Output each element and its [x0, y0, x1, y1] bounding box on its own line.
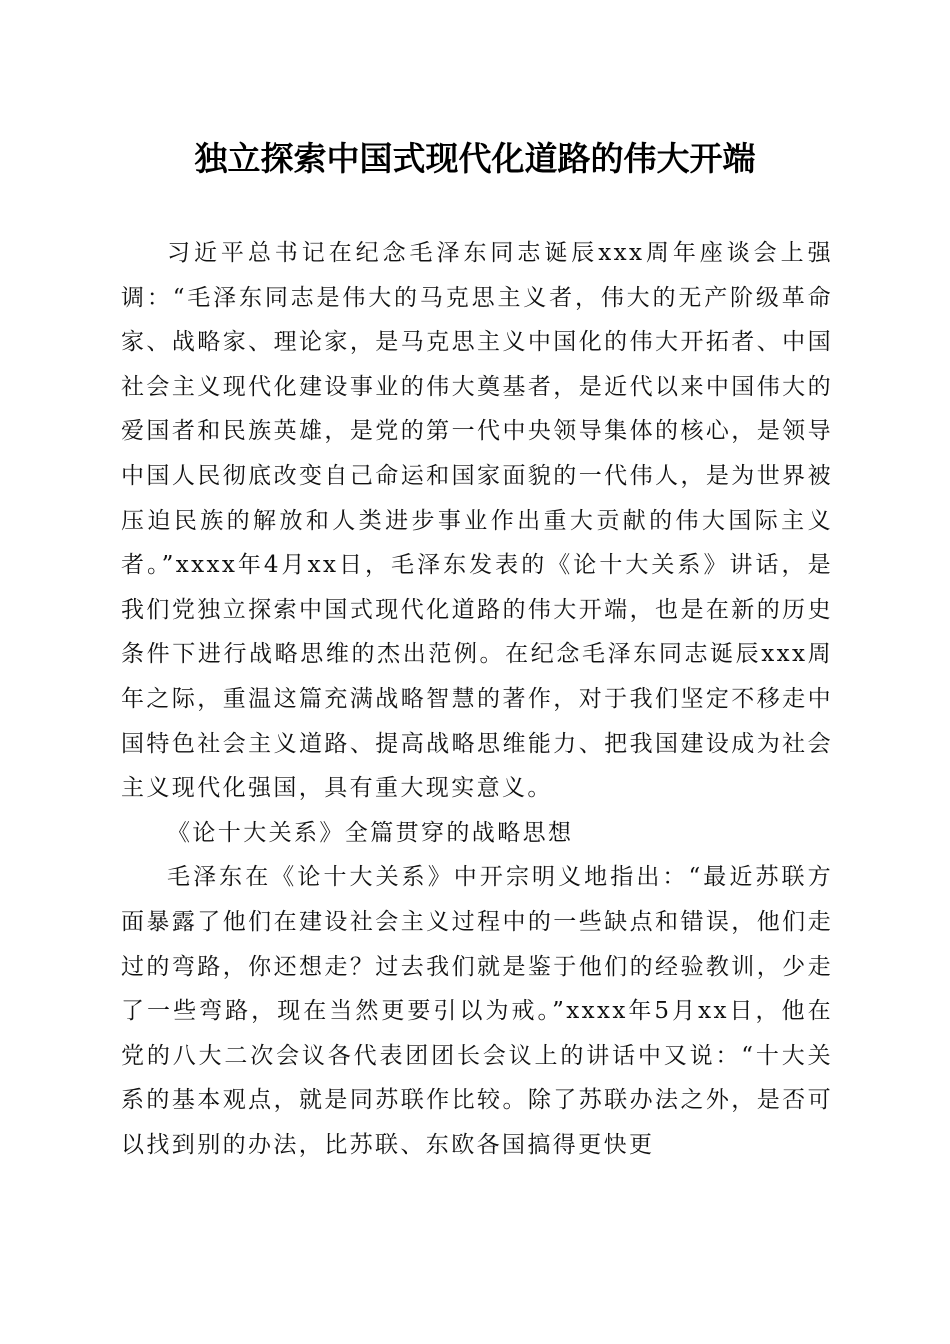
paragraph-intro: 习近平总书记在纪念毛泽东同志诞辰xxx周年座谈会上强调：“毛泽东同志是伟大的马克思主义者，伟大的无产阶级革命家、战略家、理论家，是马克思主义中国化的伟大开拓者、中国社会主义现代化建设事业的伟大奠基者，是近代以来中国伟大的爱国者和民族英雄，是党的第一代中央领导集体的核心，是领导中国人民彻底改变自己命运和国家面貌的一代伟人，是为世界被压迫民族的解放和人类进步事业作出重大贡献的伟大国际主义者。”xxxx年4月xx日，毛泽东发表的《论十大关系》讲话，是我们党独立探索中国式现代化道路的伟大开端，也是在新的历史条件下进行战略思维的杰出范例。在纪念毛泽东同志诞辰xxx周年之际，重温这篇充满战略智慧的著作，对于我们坚定不移走中国特色社会主义道路、提高战略思维能力、把我国建设成为社会主义现代化强国，具有重大现实意义。: [121, 240, 833, 802]
paragraph-second: 毛泽东在《论十大关系》中开宗明义地指出：“最近苏联方面暴露了他们在建设社会主义过程中的一些缺点和错误，他们走过的弯路，你还想走？过去我们就是鉴于他们的经验教训，少走了一些弯路，现在当然更要引以为戒。”xxxx年5月xx日，他在党的八大二次会议各代表团团长会议上的讲话中又说：“十大关系的基本观点，就是同苏联作比较。除了苏联办法之外，是否可以找到别的办法，比苏联、东欧各国搞得更快更: [121, 864, 833, 1158]
section-subheading: 《论十大关系》全篇贯穿的战略思想: [167, 819, 574, 846]
document-body: [121, 231, 833, 1167]
document-title: 独立探索中国式现代化道路的伟大开端: [194, 139, 756, 178]
